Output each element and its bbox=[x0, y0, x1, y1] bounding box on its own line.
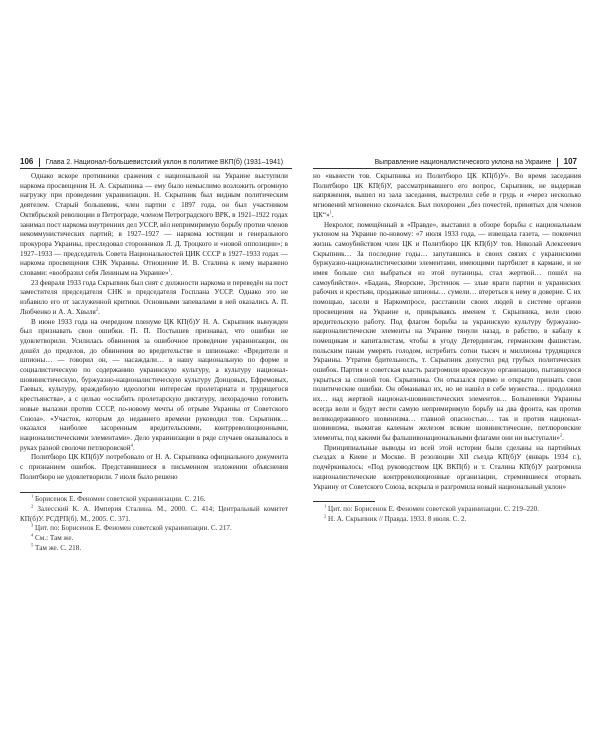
paragraph: Принципиальные выводы из всей этой истории были сделаны на партийных съездах в Киеве и Москве. В резолюции XII съезда КП(б)У (январь 1934 г.), подчёркивалось: «Под руководством ЦК ВКП(б) и т. Сталина КП(б)У разгромила националистические контрреволюционные организации, стремившиеся оторвать Украину от Советского Союза, вскрыла и разгромила новый национальный уклон» bbox=[313, 443, 581, 491]
paragraph: Политбюро ЦК КП(б)У потребовало от Н. А. Скрыпника официального документа с признанием ошибок. Представившиеся в письменном изложении объяснения Политбюро не удовлетворили. 7 июля было решено bbox=[20, 453, 288, 481]
header-separator bbox=[557, 158, 558, 167]
footnote: $^5$ Там же. С. 218. bbox=[31, 542, 82, 552]
paragraph: 23 февраля 1933 года Скрыпник был снят с должности наркома и переведён на пост заместителя председателя СНК и председателя Госплана УССР. Однако это не избавило его от заслуженной критики. Основными запевалами в ней оказались А. П. Любченко и А. А. Хвыля$^2$. bbox=[20, 278, 288, 316]
paragraph: но «вынести тов. Скрыпника из Политбюро ЦК КП(б)У». Во время заседания Политбюро ЦК КП(б)У, рассматривавшего его вопрос, Скрыпник, не выдержав напряжения, вышел из зала заседания, выстрелил себе в грудь и «через несколько мгновений мгновенно скончался. Был похоронен „без почестей, принятых для членов ЦК“»$^1$. bbox=[313, 172, 581, 219]
header-separator bbox=[39, 158, 40, 167]
right-page-header bbox=[313, 156, 577, 169]
left-running-title: Глава 2. Национал-большевистский уклон в политике ВКП(б) (1931–1941) bbox=[45, 159, 284, 166]
footnote: $^4$ См.: Там же. bbox=[31, 532, 74, 542]
footnote: $^2$ Залесский К. А. Империя Сталина. М., 2000. С. 414; Центральный комитет КП(б)У. РСДРП(б). М., 2005. С. 371. bbox=[20, 503, 289, 523]
footnote: $^3$ Цит. по: Борисенок Е. Феномен советской украинизации. С. 217. bbox=[31, 522, 232, 533]
footnote-rule bbox=[20, 492, 82, 493]
right-page-number: 107 bbox=[563, 157, 577, 166]
left-page-number: 106 bbox=[20, 157, 34, 166]
footnote-rule bbox=[313, 501, 375, 502]
paragraph: Некролог, помещённый в «Правде», выставил в обзоре борьбы с национальным уклоном на Украине по-новому: «7 июля 1933 года, — извещала газета, — покончил жизнь самоубийством член ЦК и Политбюро ЦК КП(б)У тов. Николай Алексеевич Скрыпник… За последние годы… запутавшись в своих связях с украинскими буржуазно-националистическими элементами, имеющими партбилет в кармане, и не имея больше сил выбраться из этой путаницы, стал жертвой… пошёл на самоубийство». «Бадань, Яворские, Эрстенюк — злые враги партии и украинских рабочих и крестьян, продажные шпионы… сумели… втереться к нему в доверие. С их помощью, засели в Наркомпросе, расставили своих людей в системе органов просвещения на Украине и, прикрываясь именем т. Скрыпника, вели свою вредительскую работу. Под флагом борьбы за украинскую культуру буржуазно-националистические элементы на Украине тянули назад, в рабство, в кабалу к помещикам и капиталистам, чтобы в угоду Детердингам, германским фашистам, польским панам умерять голодом, истребить сотни тысяч и миллионы трудящихся Украины. Утратив бдительность, т. Скрыпник допустил ряд грубых политических ошибок. Партия и советская власть разгромили вражескую организацию, пытавшуюся укрыться за спиной тов. Скрыпника. Он отказался прямо и открыто признать свои политические ошибки. Он обманывал их, но не нашёл в себе мужества… продолжил их… над жертвой национал-шовинистических элементов… Большевики Украины всегда вели и будут вести самую непримиримую борьбу на два фронта, как против великодержавного шовинизма… главной опасностью… так и против национал-шовинизма, выжигая каленым железом всякие шовинистические, петлюровские элементы, под какими бы фальшивонациональными флагами они ни выступали»$^2$. bbox=[313, 220, 581, 442]
footnote: $^1$ Цит. по: Борисенок Е. Феномен советской украинизации. С. 219–220. bbox=[324, 503, 540, 513]
footnote: $^2$ Н. А. Скрыпник // Правда. 1933. 8 июля. С. 2. bbox=[324, 513, 467, 523]
right-running-title: Выправление националистического уклона на Украине bbox=[374, 159, 552, 166]
left-page-header bbox=[20, 156, 292, 169]
right-page-column bbox=[313, 172, 581, 524]
paragraph: Однако вскоре противники сражения с национальной на Украине выступили наркома просвещения Н. А. Скрыпника — ему было немыслимо возложить огромную нагрузку при проведении украинизации. Н. Скрыпник был видным политическим деятелем. Старый большевик, член партии с 1897 года, он был участником Октябрьской революции в Петрограде, членом Петроградского ВРК, в 1921–1922 годах занимал пост наркома внутренних дел УССР, вёл непримиримую борьбу против членов некоммунистических партий; в 1927–1927 — наркома юстиции и генерального прокурора Украины, преследовал сторонников Л. Д. Троцкого и «новой оппозиции»; в 1927–1933 — председатель Совета Национальностей ЦИК СССР в 1927–1933 годах — наркома просвещения СНК Украины. Отношение И. В. Сталина к нему выражено словами: «вообразил себя Лениным на Украине»$^1$. bbox=[20, 172, 288, 278]
left-page-column bbox=[20, 172, 288, 553]
footnote: $^1$ Борисенок Е. Феномен советской украинизации. С. 216. bbox=[31, 493, 206, 504]
paragraph: В июне 1933 года на очередном пленуме ЦК КП(б)У Н. А. Скрыпник вынужден был признавать свои ошибки. П. П. Постышев признавал, что ошибки не удовлетворили. Усилилась обвинения за ошибочное проведение украинизации, он дошёл до пределов, до обвинения во вредительстве и шпионаже: «Вредители и шпионы… — говорил он, — насаждали… в нашу национальную по форме и социалистическую по содержанию украинскую культуру, а культуру национал-шовинистическую, буржуазно-националистическую культуру Донцовых, Ефремовых, Гаевых, культуру, враждебную идеологии интересам пролетариата и трудящегося крестьянства», а с целью «ослабить пролетарскую диктатуру, лихорадочно готовить новые вылазки против СССР, по-новому мечты об отрыве Украины от Советского Союза». «Участок, которым до недавнего времени руководил тов. Скрыпник… оказался наиболее засоренным вредительскими, контрреволюционными, националистическими элементами». Дело украинизации в ряде случаев оказывалось в руках разной сволочи петлюровской$^4$. bbox=[20, 317, 288, 452]
